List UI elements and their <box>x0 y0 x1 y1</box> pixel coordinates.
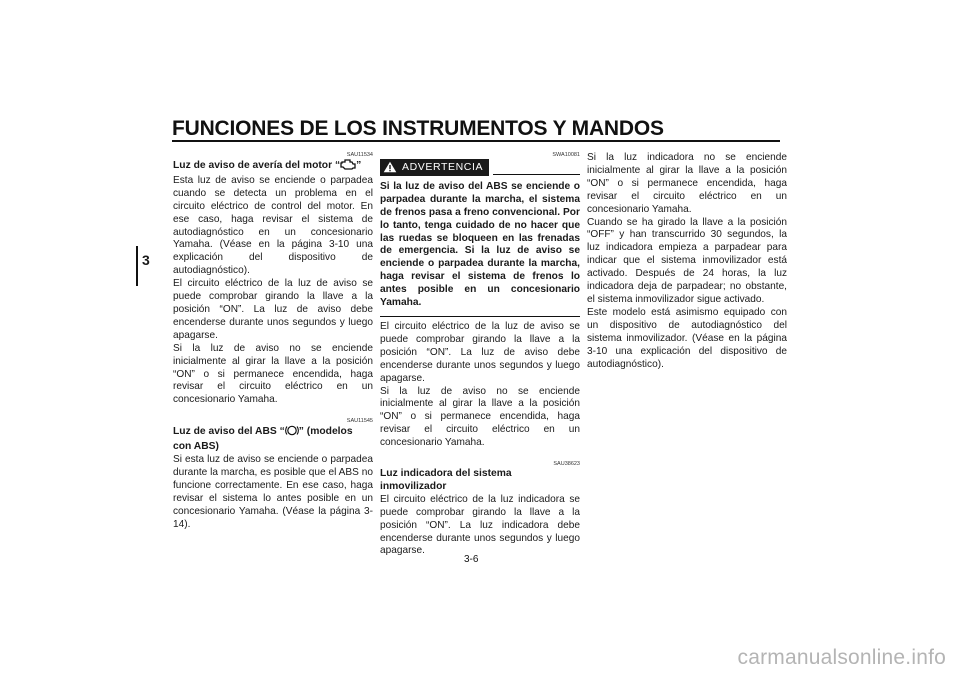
spacer <box>380 450 580 461</box>
warning-label-text: ADVERTENCIA <box>402 161 484 173</box>
page-title: FUNCIONES DE LOS INSTRUMENTOS Y MANDOS <box>172 117 664 140</box>
paragraph: El circuito eléctrico de la luz de aviso se puede comprobar girando la llave a la posición “ON”. La luz de aviso debe encenderse durante unos segundos y luego apagarse. <box>173 278 373 341</box>
abs-icon <box>285 425 299 441</box>
section-code: SWA10081 <box>552 152 580 158</box>
engine-icon <box>340 159 356 175</box>
watermark: carmanualsonline.info <box>737 646 946 669</box>
warning-text: Si la luz de aviso del ABS se enciende o parpadea durante la marcha, el sistema de frenos pasa a freno convencional. Por lo tanto, tenga cuidado de no hacer que las ruedas se bloqueen en las frenadas de emergencia. Si la luz de aviso se enciende o parpadea durante la marcha, haga revisar el sistema de frenos lo antes posible en un concesionario Yamaha. <box>380 180 580 309</box>
spacer <box>173 407 373 418</box>
column-3 <box>587 152 787 371</box>
paragraph: Si la luz de aviso no se enciende inicialmente al girar la llave a la posición “ON” o si permanece encendida, haga revisar el circuito eléctrico en un concesionario Yamaha. <box>380 385 580 449</box>
paragraph: Este modelo está asimismo equipado con un dispositivo de autodiagnóstico del sistema inmovilizador. (Véase en la página 3-10 una explicación del dispositivo de autodiagnóstico). <box>587 306 787 370</box>
chapter-tab: 3 <box>136 246 154 286</box>
section-heading-abs-warning <box>173 425 373 454</box>
heading-text: Luz de aviso del ABS “ <box>173 426 285 438</box>
section-heading-immobilizer: Luz indicadora del sistema inmovilizador <box>380 468 512 492</box>
heading-text-end: ” (modelos con ABS) <box>173 426 353 453</box>
warning-header <box>380 159 580 176</box>
column-1 <box>173 152 373 531</box>
warning-triangle-icon <box>383 161 397 173</box>
paragraph: Si esta luz de aviso se enciende o parpadea durante la marcha, es posible que el ABS no funcione correctamente. En ese caso, haga revisar el sistema lo antes posible en un concesionario Yamaha. (Véase la página 3-14). <box>173 454 373 530</box>
warning-end-rule <box>380 316 580 317</box>
column-2 <box>380 152 580 558</box>
page-number: 3-6 <box>464 554 479 565</box>
section-heading-engine-warning <box>173 159 373 175</box>
section-code: SAU38623 <box>553 461 580 468</box>
paragraph: Esta luz de aviso se enciende o parpadea cuando se detecta un problema en el circuito eléctrico de control del motor. En ese caso, haga revisar el sistema de autodiagnóstico en un concesionario Yamaha. (Véase en la página 3-10 una explicación del dispositivo de autodiagnóstico). <box>173 174 373 277</box>
paragraph: Si la luz de aviso no se enciende inicialmente al girar la llave a la posición “ON” o si permanece encendida, haga revisar el circuito eléctrico en un concesionario Yamaha. <box>173 342 373 406</box>
warning-header-rule <box>493 174 580 175</box>
warning-label <box>380 159 489 176</box>
title-rule <box>172 140 780 142</box>
section-code: SAU11534 <box>346 152 373 158</box>
section-code: SAU11545 <box>346 418 373 425</box>
heading-text-end: ” <box>356 160 362 171</box>
paragraph: Cuando se ha girado la llave a la posición “OFF” y han transcurrido 30 segundos, la luz indicadora empieza a parpadear para indicar que el sistema inmovilizador está activado. Después de 24 horas, la luz indicadora deja de parpadear; no obstante, el sistema inmovilizador sigue activado. <box>587 216 787 305</box>
paragraph: El circuito eléctrico de la luz indicadora se puede comprobar girando la llave a la posición “ON”. La luz indicadora debe encenderse durante unos segundos y luego apagarse. <box>380 493 580 557</box>
paragraph: El circuito eléctrico de la luz de aviso se puede comprobar girando la llave a la posición “ON”. La luz de aviso debe encenderse durante unos segundos y luego apagarse. <box>380 320 580 384</box>
heading-text: Luz de aviso de avería del motor “ <box>173 160 341 171</box>
paragraph: Si la luz indicadora no se enciende inicialmente al girar la llave a la posición “ON” o si permanece encendida, haga revisar el circuito eléctrico en un concesionario Yamaha. <box>587 152 787 215</box>
